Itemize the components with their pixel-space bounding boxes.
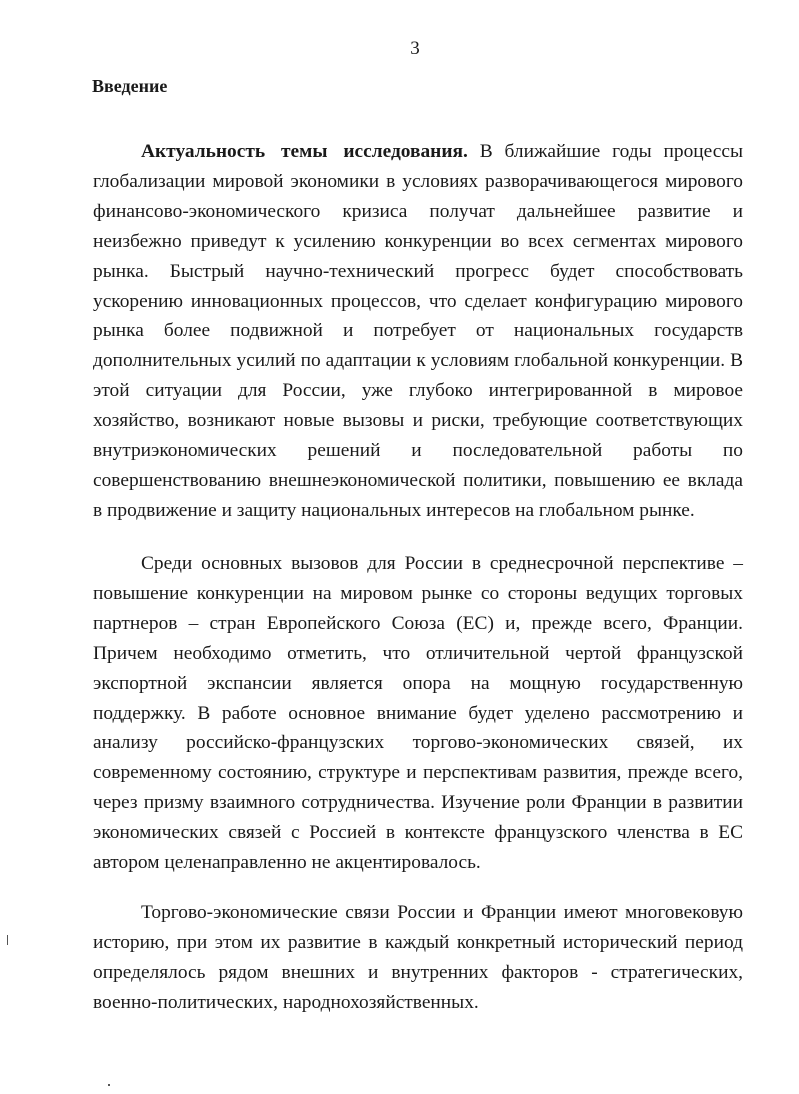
section-heading: Введение xyxy=(92,76,168,96)
paragraph-text: Торгово-экономические связи России и Франции имеют многовековую историю, при этом их развитие в каждый конкретный исторический период определялось рядом внешних и внутренних факторов - стратегических, военно-политических, народнохозяйственных. xyxy=(93,902,743,1013)
paragraph-challenges xyxy=(93,549,743,878)
paragraph-lead: Актуальность темы исследования. xyxy=(141,141,468,162)
page-number: 3 xyxy=(410,38,420,59)
scan-artifact xyxy=(7,935,8,945)
paragraph-text: В ближайшие годы процессы глобализации мировой экономики в условиях разворачивающегося мирового финансово-экономического кризиса получат дальнейшее развитие и неизбежно приведут к усилению конкуренции во всех сегментах мирового рынка. Быстрый научно-технический прогресс будет способствовать ускорению инновационных процессов, что сделает конфигурацию мирового рынка более подвижной и потребует от национальных государств дополнительных усилий по адаптации к условиям глобальной конкуренции. В этой ситуации для России, уже глубоко интегрированной в мировое хозяйство, возникают новые вызовы и риски, требующие соответствующих внутриэкономических решений и последовательной работы по совершенствованию внешнеэкономической политики, повышению ее вклада в продвижение и защиту национальных интересов на глобальном рынке. xyxy=(93,141,744,521)
paragraph-history xyxy=(93,898,743,1018)
paragraph-relevance xyxy=(93,137,743,526)
scan-artifact xyxy=(108,1084,110,1086)
paragraph-text: Среди основных вызовов для России в среднесрочной перспективе – повышение конкуренции на мировом рынке со стороны ведущих торговых партнеров – стран Европейского Союза (ЕС) и, прежде всего, Франции. Причем необходимо отметить, что отличительной чертой французской экспортной экспансии является опора на мощную государственную поддержку. В работе основное внимание будет уделено рассмотрению и анализу российско-французских торгово-экономических связей, их современному состоянию, структуре и перспективам развития, прежде всего, через призму взаимного сотрудничества. Изучение роли Франции в развитии экономических связей с Россией в контексте французского членства в ЕС автором целенаправленно не акцентировалось. xyxy=(93,553,743,874)
